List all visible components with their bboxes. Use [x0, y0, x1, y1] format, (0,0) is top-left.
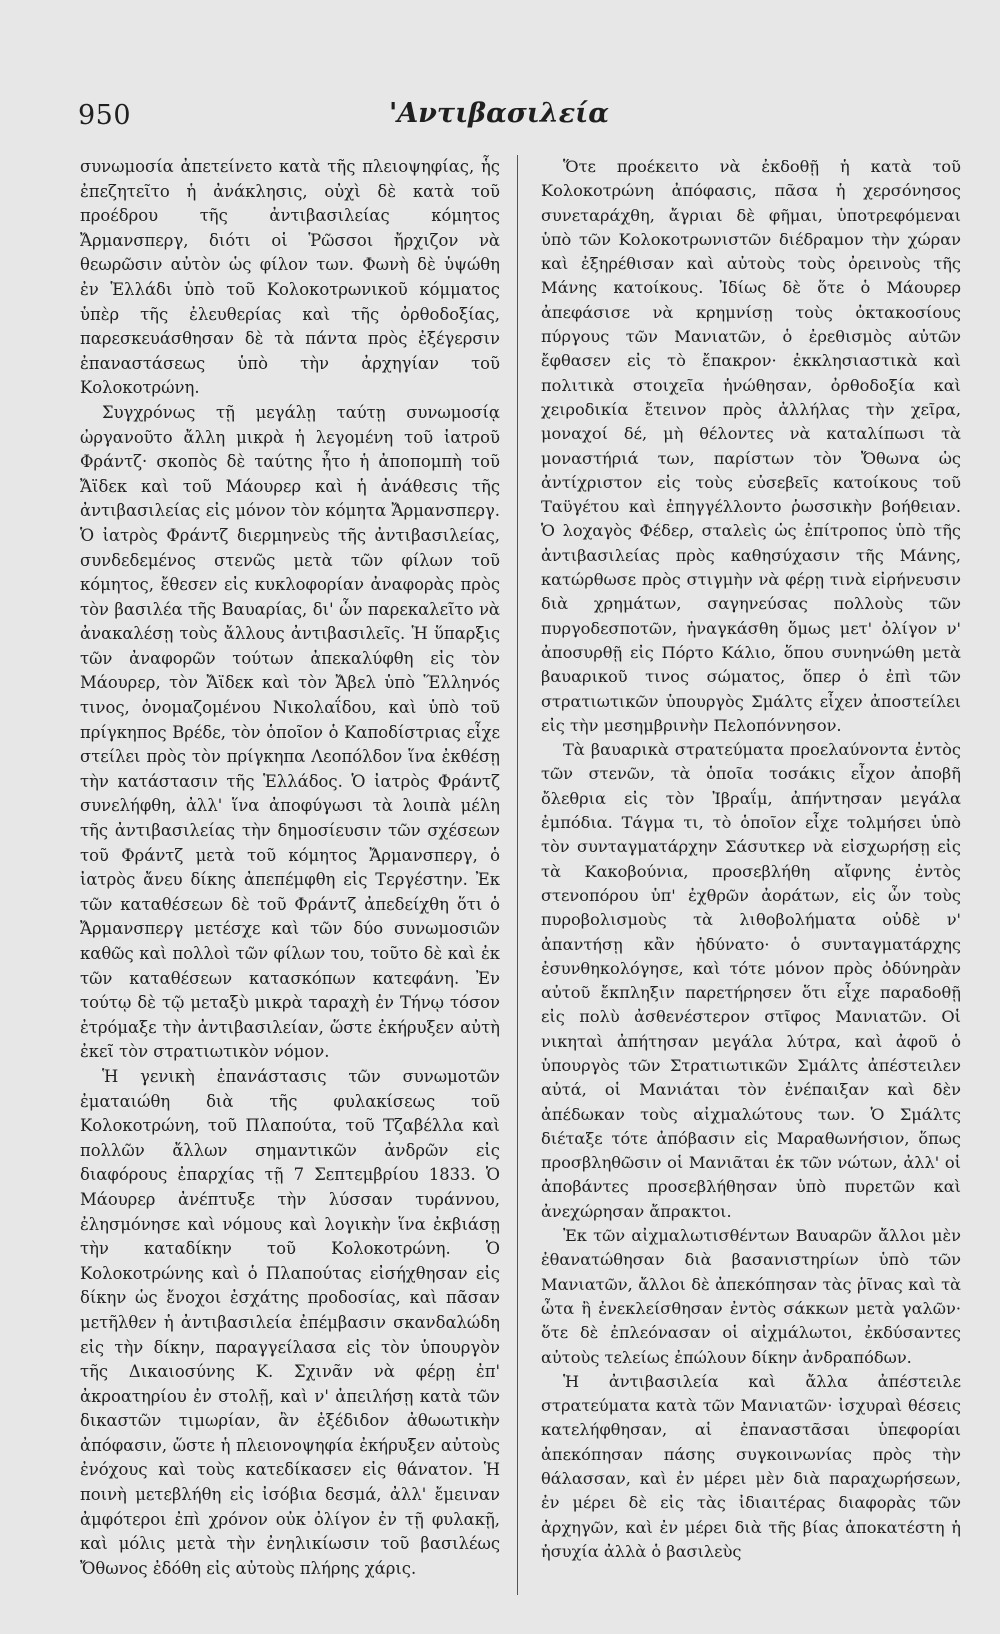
paragraph: Τὰ βαυαρικὰ στρατεύματα προελαύνοντα ἐντὸς τῶν στενῶν, τὰ ὁποῖα τοσάκις εἶχον ἀποβῆ ὄλεθρια εἰς τὸν Ἰβραΐμ, ἀπήντησαν μεγάλα ἐμπόδια. Τάγμα τι, τὸ ὁποῖον εἶχε τολμήσει ὑπὸ τὸν συνταγματάρχην Σάσυτκερ νὰ εἰσχωρήσῃ εἰς τὰ Κακοβούνια, προσεβλήθη αἴφνης ἐντὸς στενοπόρου ὑπ' ἐχθρῶν ἀοράτων, εἰς ὧν τοὺς πυροβολισμοὺς τὰ λιθοβολήματα οὐδὲ ν' ἀπαντήσῃ κἂν ἠδύνατο· ὁ συνταγματάρχης ἐσυνθηκολόγησε, καὶ τότε μόνον πρὸς ὀδύνηρὰν αὐτοῦ ἔκπληξιν παρετήρησεν ὅτι εἶχε παραδοθῇ εἰς πολὺ ἀσθενέστερον στῖφος Μανιατῶν. Οἱ νικηταὶ ἀπήτησαν μεγάλα λύτρα, καὶ ἀφοῦ ὁ ὑπουργὸς τῶν Στρατιωτικῶν Σμάλτς ἀπέστειλεν αὐτά, οἱ Μανιάται τὸν ἐνέπαιξαν καὶ δὲν ἀπέδωκαν τοὺς αἰχμαλώτους των. Ὁ Σμάλτς διέταξε τότε ἀπόβασιν εἰς Μαραθωνήσιον, ὅπως προσβληθῶσιν οἱ Μανιᾶται ἐκ τῶν νώτων, ἀλλ' οἱ ἀποβάντες προσεβλήθησαν ὑπὸ πυρετῶν καὶ ἀνεχώρησαν ἄπρακτοι.: [541, 740, 961, 1221]
paragraph: Ἐκ τῶν αἰχμαλωτισθέντων Βαυαρῶν ἄλλοι μὲν ἐθανατώθησαν διὰ βασανιστηρίων ὑπὸ τῶν Μανιατῶν, ἄλλοι δὲ ἀπεκόπησαν τὰς ῥῖνας καὶ τὰ ὦτα ἢ ἐνεκλείσθησαν ἐντὸς σάκκων μετὰ γαλῶν· ὅτε δὲ ἐπλεόνασαν οἱ αἰχμάλωτοι, ἐκδύσαντες αὐτοὺς τελείως ἐπώλουν δίκην ἀνδραπόδων.: [541, 1226, 961, 1367]
paragraph: Ἡ ἀντιβασιλεία καὶ ἄλλα ἀπέστειλε στρατεύματα κατὰ τῶν Μανιατῶν· ἰσχυραὶ θέσεις κατελήφθησαν, αἱ ἐπαναστᾶσαι ὑπεφορίαι ἀπεκόπησαν πάσης συγκοινωνίας πρὸς τὴν θάλασσαν, καὶ ἐν μέρει μὲν διὰ παραχωρήσεων, ἐν μέρει δὲ εἰς τὰς ἰδιαιτέρας διαφορὰς τῶν ἀρχηγῶν, καὶ ἐν μέρει διὰ τῆς βίας ἀποκατέστη ἡ ἡσυχία ἀλλὰ ὁ βασιλεὺς: [541, 1371, 961, 1561]
running-title: 'Αντιβασιλεία: [388, 98, 610, 129]
paragraph: Ἡ γενικὴ ἐπανάστασις τῶν συνωμοτῶν ἐματαιώθη διὰ τῆς φυλακίσεως τοῦ Κολοκοτρώνη, τοῦ Πλαπούτα, τοῦ Τζαβέλλα καὶ πολλῶν ἄλλων σημαντικῶν ἀνδρῶν εἰς διαφόρους ἐπαρχίας τῇ 7 Σεπτεμβρίου 1833. Ὁ Μάουρερ ἀνέπτυξε τὴν λύσσαν τυράννου, ἐλησμόνησε καὶ νόμους καὶ λογικὴν ἵνα ἐκβιάσῃ τὴν καταδίκην τοῦ Κολοκοτρώνη. Ὁ Κολοκοτρώνης καὶ ὁ Πλαπούτας εἰσήχθησαν εἰς δίκην ὡς ἔνοχοι ἐσχάτης προδοσίας, καὶ πᾶσαν μετῆλθεν ἡ ἀντιβασιλεία ἐπέμβασιν σκανδαλώδη εἰς τὴν δίκην, παραγγείλασα εἰς τὸν ὑπουργὸν τῆς Δικαιοσύνης Κ. Σχινᾶν νὰ φέρῃ ἐπ' ἀκροατηρίου ἐν στολῇ, καὶ ν' ἀπειλήσῃ κατὰ τῶν δικαστῶν τιμωρίαν, ἂν ἐξέδιδον ἀθωωτικὴν ἀπόφασιν, ὥστε ἡ πλειονοψηφία ἐκήρυξεν αὐτοὺς ἐνόχους καὶ τοὺς κατεδίκασεν εἰς θάνατον. Ἡ ποινὴ μετεβλήθη εἰς ἰσόβια δεσμά, ἀλλ' ἔμειναν ἀμφότεροι ἐπὶ χρόνον οὐκ ὀλίγον ἐν τῇ φυλακῇ, καὶ μόλις μετὰ τὴν ἐνηλικίωσιν τοῦ βασιλέως Ὄθωνος ἐδόθη εἰς αὐτοὺς πλήρης χάρις.: [80, 1066, 500, 1578]
column-divider: [517, 155, 518, 1595]
page-number: 950: [78, 100, 132, 131]
paragraph: Συγχρόνως τῇ μεγάλῃ ταύτῃ συνωμοσίᾳ ὠργανοῦτο ἄλλη μικρὰ ἡ λεγομένη τοῦ ἰατροῦ Φράντζ· σκοπὸς δὲ ταύτης ἦτο ἡ ἀποπομπὴ τοῦ Ἄϊδεκ καὶ τοῦ Μάουρερ καὶ ἡ ἀνάθεσις τῆς ἀντιβασιλείας εἰς μόνον τὸν κόμητα Ἄρμανσπεργ. Ὁ ἰατρὸς Φράντζ διερμηνεὺς τῆς ἀντιβασιλείας, συνδεδεμένος στενῶς μετὰ τῶν φίλων τοῦ κόμητος, ἔθεσεν εἰς κυκλοφορίαν ἀναφορὰς πρὸς τὸν βασιλέα τῆς Βαυαρίας, δι' ὧν παρεκαλεῖτο νὰ ἀνακαλέσῃ τοὺς ἄλλους ἀντιβασιλεῖς. Ἡ ὕπαρξις τῶν ἀναφορῶν τούτων ἀπεκαλύφθη εἰς τὸν Μάουρερ, τὸν Ἄϊδεκ καὶ τὸν Ἄβελ ὑπὸ Ἕλληνός τινος, ὀνομαζομένου Νικολαΐδου, καὶ ὑπὸ τοῦ πρίγκηπος Βρέδε, τὸν ὁποῖον ὁ Καποδίστριας εἶχε στείλει πρὸς τὸν πρίγκηπα Λεοπόλδον ἵνα ἐκθέσῃ τὴν κατάστασιν τῆς Ἑλλάδος. Ὁ ἰατρὸς Φράντζ συνελήφθη, ἀλλ' ἵνα ἀποφύγωσι τὰ λοιπὰ μέλη τῆς ἀντιβασιλείας τὴν δημοσίευσιν τῶν σχέσεων τοῦ Φράντζ μετὰ τοῦ κόμητος Ἄρμανσπεργ, ὁ ἰατρὸς ἄνευ δίκης ἀπεπέμφθη εἰς Τεργέστην. Ἐκ τῶν καταθέσεων δὲ τοῦ Φράντζ ἀπεδείχθη ὅτι ὁ Ἄρμανσπεργ μετέσχε καὶ τῶν δύο συνωμοσιῶν καθῶς καὶ πολλοὶ τῶν φίλων του, τοῦτο δὲ καὶ ἐκ τῶν καταθέσεων κατασκόπων κατεφάνη. Ἐν τούτῳ δὲ τῷ μεταξὺ μικρὰ ταραχὴ ἐν Τήνῳ τόσον ἐτρόμαξε τὴν ἀντιβασιλείαν, ὥστε ἐκήρυξεν αὐτὴ ἐκεῖ τὸν στρατιωτικὸν νόμον.: [80, 402, 500, 1062]
page-header: [78, 100, 920, 140]
left-column: [80, 155, 500, 1581]
paragraph: Ὅτε προέκειτο νὰ ἐκδοθῇ ἡ κατὰ τοῦ Κολοκοτρώνη ἀπόφασις, πᾶσα ἡ χερσόνησος συνεταράχθη, ἄγριαι δὲ φῆμαι, ὑποτρεφόμεναι ὑπὸ τῶν Κολοκοτρωνιστῶν διέδραμον τὴν χώραν καὶ ἐξηρέθισαν καὶ αὐτοὺς τοὺς ὀρεινοὺς τῆς Μάνης κατοίκους. Ἰδίως δὲ ὅτε ὁ Μάουρερ ἀπεφάσισε νὰ κρημνίσῃ τοὺς ὀκτακοσίους πύργους τῶν Μανιατῶν, ὁ ἐρεθισμὸς αὐτῶν ἔφθασεν εἰς τὸ ἔπακρον· ἐκκλησιαστικὰ καὶ πολιτικὰ στοιχεῖα ἡνώθησαν, ὀρθοδοξία καὶ χειροδικία ἔτεινον πρὸς ἀλλήλας τὴν χεῖρα, μοναχοί δέ, μὴ θέλοντες νὰ καταλίπωσι τὰ μοναστήριά των, παρίστων τὸν Ὄθωνα ὡς ἀντίχριστον εἰς τοὺς εὐσεβεῖς κατοίκους τοῦ Ταϋγέτου καὶ ἐπηγγέλλοντο ῥωσσικὴν βοήθειαν. Ὁ λοχαγὸς Φέδερ, σταλεὶς ὡς ἐπίτροπος ὑπὸ τῆς ἀντιβασιλείας πρὸς καθησύχασιν τῆς Μάνης, κατώρθωσε πρὸς στιγμὴν νὰ φέρῃ τινὰ εἰρήνευσιν διὰ χρημάτων, σαγηνεύσας πολλοὺς τῶν πυργοδεσποτῶν, ἠναγκάσθη ὅμως μετ' ὀλίγον ν' ἀποσυρθῇ εἰς Πόρτο Κάλιο, ὅπου συνηνώθη μετὰ βαυαρικοῦ τινος σώματος, ὅπερ ὁ ἐπὶ τῶν στρατιωτικῶν ὑπουργὸς Σμάλτς εἶχεν ἀποστείλει εἰς τὴν μεσημβρινὴν Πελοπόννησον.: [541, 157, 961, 735]
paragraph: συνωμοσία ἀπετείνετο κατὰ τῆς πλειοψηφίας, ἧς ἐπεζητεῖτο ἡ ἀνάκλησις, οὐχὶ δὲ κατὰ τοῦ προέδρου τῆς ἀντιβασιλείας κόμητος Ἄρμανσπεργ, διότι οἱ Ῥῶσσοι ἤρχιζον νὰ θεωρῶσιν αὐτὸν ὡς φίλον των. Φωνὴ δὲ ὑψώθη ἐν Ἑλλάδι ὑπὸ τοῦ Κολοκοτρωνικοῦ κόμματος ὑπὲρ τῆς ἐλευθερίας καὶ τῆς ὀρθοδοξίας, παρεσκευάσθησαν δὲ τὰ πάντα πρὸς ἐξέγερσιν ἐπαναστάσεως ὑπὸ τὴν ἀρχηγίαν τοῦ Κολοκοτρώνη.: [80, 157, 500, 398]
right-column: [541, 155, 961, 1564]
